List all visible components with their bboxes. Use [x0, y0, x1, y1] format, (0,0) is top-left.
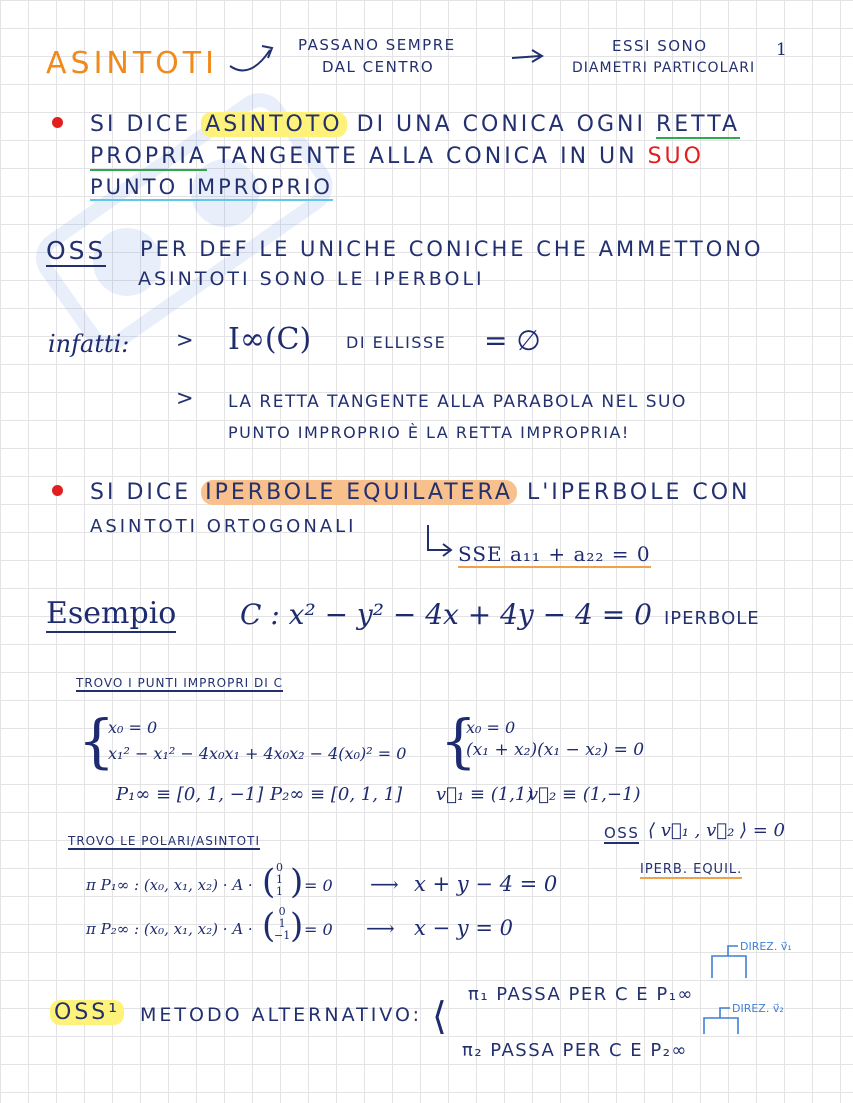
esempio-tag: IPERBOLE — [664, 608, 760, 629]
esempio-label: Esempio — [46, 596, 177, 631]
infatti-label: infatti: — [48, 330, 130, 358]
oss2-brace-icon: ⟨ — [432, 994, 447, 1038]
def1-asintoto: ASINTOTO — [201, 112, 346, 137]
polari-oss-sub: IPERB. EQUIL. — [640, 862, 743, 877]
polare-2-vector: 0 1 −1 — [274, 905, 291, 942]
def1-suo: SUO — [647, 144, 704, 169]
oss2-text: METODO ALTERNATIVO: — [140, 1004, 422, 1026]
def2-line-2: ASINTOTI ORTOGONALI — [90, 516, 357, 537]
oss-label: OSS — [46, 236, 107, 265]
sys2-line-2: (x₁ + x₂)(x₁ − x₂) = 0 — [466, 740, 645, 760]
polare-2-eq: = 0 — [304, 920, 333, 939]
heading-note-2-line-1: ESSI SONO — [612, 37, 708, 55]
arrow-icon: ⟶ — [370, 872, 399, 896]
paren-close-icon: ) — [290, 862, 304, 902]
def1-punto-improprio: PUNTO IMPROPRIO — [90, 175, 333, 199]
paren-close-icon-2: ) — [290, 906, 304, 946]
sys1-line-2: x₁² − x₁² − 4x₀x₁ + 4x₀x₂ − 4(x₀)² = 0 — [108, 744, 407, 763]
polare-1-left: π P₁∞ : (x₀, x₁, x₂) · A · — [86, 876, 253, 894]
paren-open-icon-2: ( — [262, 906, 276, 946]
page-title: ASINTOTI — [46, 46, 218, 81]
oss-line-1: PER DEF LE UNICHE CONICHE CHE AMMETTONO — [140, 237, 764, 261]
gt-icon-2: > — [176, 386, 197, 410]
infatti-item-2-line-2: PUNTO IMPROPRIO È LA RETTA IMPROPRIA! — [228, 423, 630, 442]
infatti-item-1-formula: I∞(C) — [228, 322, 312, 357]
heading-note-1-line-1: PASSANO SEMPRE — [298, 36, 456, 54]
polare-2-result: x − y = 0 — [414, 916, 513, 940]
oss2-row-1: π₁ PASSA PER C E P₁∞ — [468, 984, 694, 1005]
polari-oss-text: ⟨ v⃗₁ , v⃗₂ ⟩ = 0 — [648, 820, 786, 841]
infatti-item-1-text: DI ELLISSE — [346, 333, 447, 352]
def2-iperbole-equilatera: IPERBOLE EQUILATERA — [201, 480, 517, 505]
paren-open-icon: ( — [262, 862, 276, 902]
gt-icon: > — [176, 328, 197, 352]
def1-propria: PROPRIA — [90, 144, 207, 169]
arrow-icon-2: ⟶ — [366, 916, 395, 940]
def1-word-3: DI UNA CONICA OGNI — [356, 112, 646, 137]
infatti-item-1-result: = ∅ — [484, 324, 541, 357]
p2-infinity: P₂∞ ≡ [0, 1, 1] — [270, 784, 403, 805]
def1-word-1: SI DICE — [90, 112, 192, 137]
v1-vector: v⃗₁ ≡ (1,1) — [436, 784, 534, 805]
polare-1-result: x + y − 4 = 0 — [414, 872, 558, 896]
sys1-line-1: x₀ = 0 — [108, 718, 158, 737]
brace-icon-2: { — [440, 707, 477, 775]
def2-sse: SSE a₁₁ + a₂₂ = 0 — [458, 542, 651, 566]
v2-vector: v⃗₂ ≡ (1,−1) — [528, 784, 641, 805]
oss-line-2: ASINTOTI SONO LE IPERBOLI — [138, 268, 485, 290]
page-number: 1 — [776, 40, 787, 60]
direz-2-label: DIREZ. v⃗₂ — [732, 1002, 784, 1015]
direz-1-label: DIREZ. v⃗₁ — [740, 940, 792, 953]
brace-icon: { — [78, 707, 115, 775]
polari-oss-label: OSS — [604, 824, 640, 842]
oss2-row-2: π₂ PASSA PER C E P₂∞ — [462, 1040, 688, 1061]
polare-1-vector: 0 1 1 — [276, 861, 283, 898]
heading-note-2-line-2: DIAMETRI PARTICOLARI — [572, 60, 756, 76]
p1-infinity: P₁∞ ≡ [0, 1, −1] — [116, 784, 264, 805]
polare-2-left: π P₂∞ : (x₀, x₁, x₂) · A · — [86, 920, 253, 938]
def1-line-2-text: TANGENTE ALLA CONICA IN UN — [216, 144, 638, 169]
infatti-item-2-line-1: LA RETTA TANGENTE ALLA PARABOLA NEL SUO — [228, 392, 687, 412]
def2-word-1: SI DICE — [90, 480, 192, 505]
def2-word-3: L'IPERBOLE CON — [526, 480, 751, 505]
heading-note-1-line-2: DAL CENTRO — [322, 58, 435, 76]
sys2-line-1: x₀ = 0 — [466, 718, 516, 737]
def1-retta: RETTA — [656, 112, 741, 137]
punti-title: TROVO I PUNTI IMPROPRI DI C — [76, 676, 284, 690]
polari-title: TROVO LE POLARI/ASINTOTI — [68, 834, 260, 848]
polare-1-eq: = 0 — [304, 876, 333, 895]
esempio-equation: C : x² − y² − 4x + 4y − 4 = 0 — [240, 598, 652, 631]
oss2-label: OSS¹ — [50, 1000, 124, 1025]
